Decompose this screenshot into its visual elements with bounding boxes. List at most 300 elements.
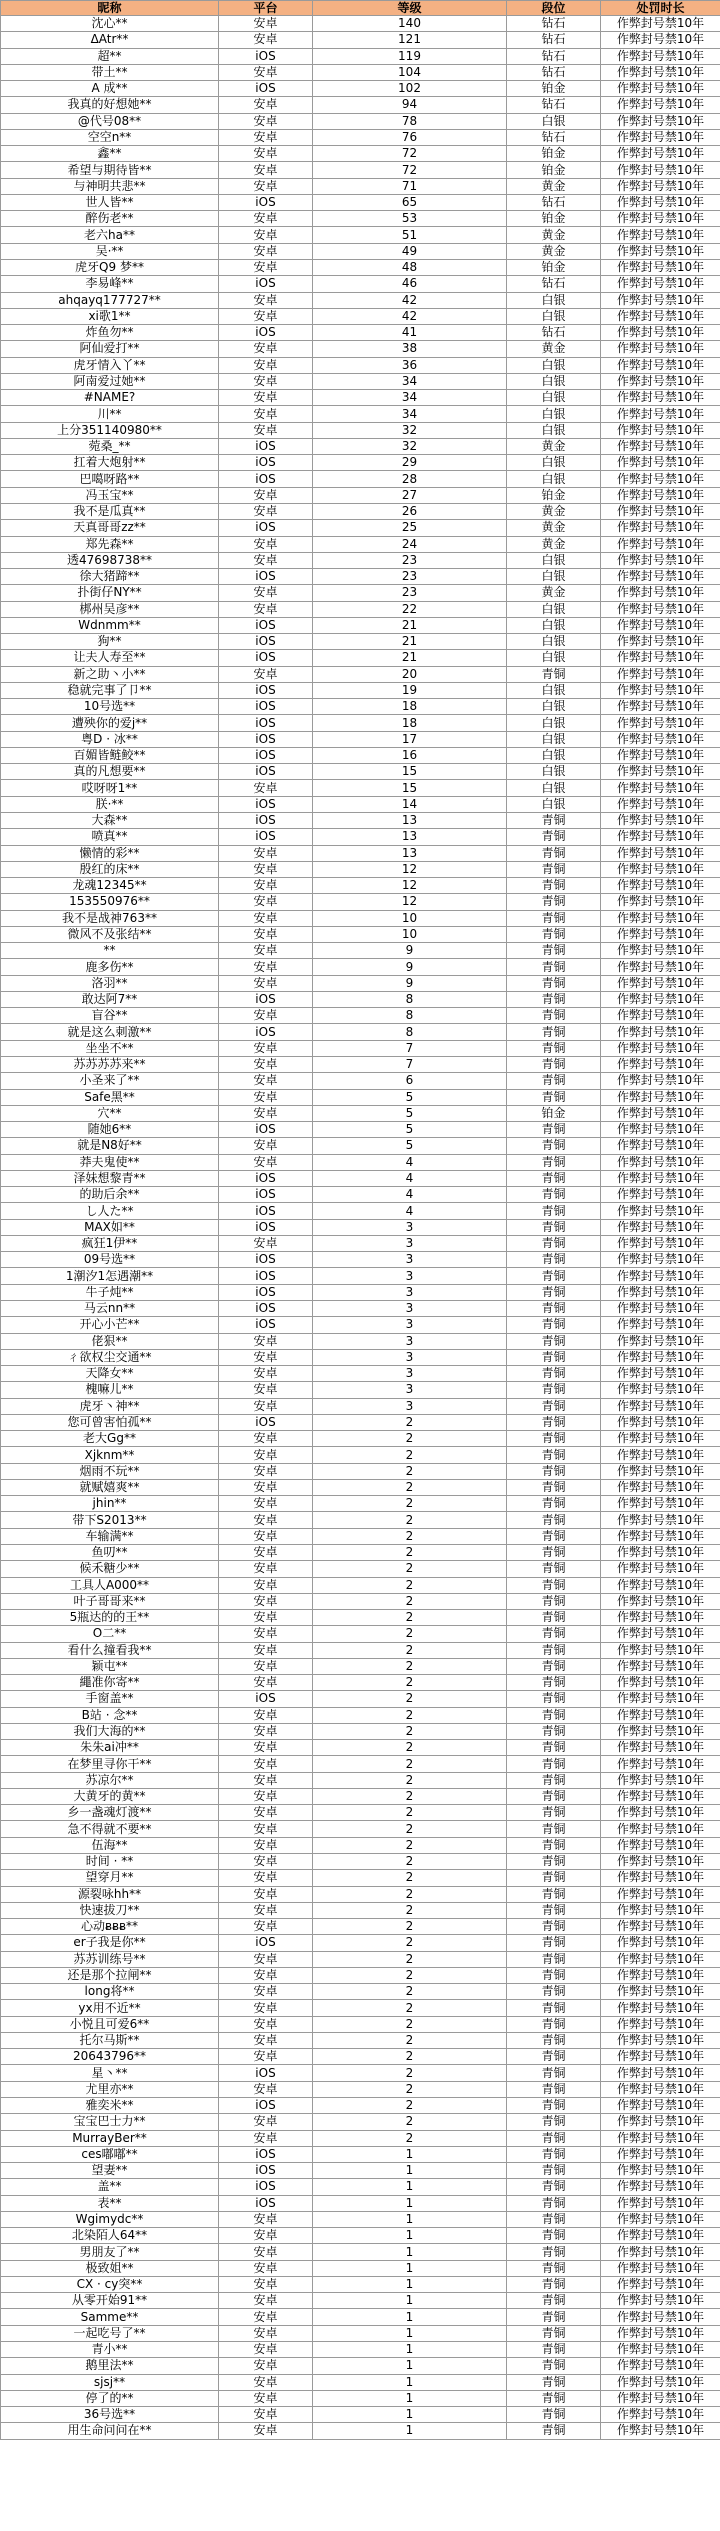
penalty-duration: 10年 bbox=[676, 243, 705, 258]
penalty-duration: 10年 bbox=[676, 2016, 705, 2031]
table-row bbox=[1, 16, 720, 32]
cell-level: 22 bbox=[313, 601, 507, 617]
cell-rank: 青铜 bbox=[507, 1089, 601, 1105]
cell-rank: 青铜 bbox=[507, 1658, 601, 1674]
penalty-text: 作弊封号禁 bbox=[616, 959, 677, 974]
cell-nickname: 带土** bbox=[1, 64, 219, 80]
cell-penalty bbox=[601, 569, 720, 585]
cell-rank: 青铜 bbox=[507, 1544, 601, 1560]
penalty-text: 作弊封号禁 bbox=[616, 1545, 677, 1560]
header-rank: 段位 bbox=[507, 1, 601, 16]
table-row bbox=[1, 1886, 720, 1902]
cell-level: 10 bbox=[313, 926, 507, 942]
penalty-duration: 10年 bbox=[676, 2277, 705, 2292]
cell-penalty bbox=[601, 390, 720, 406]
penalty-duration: 10年 bbox=[676, 292, 705, 307]
cell-rank: 黄金 bbox=[507, 178, 601, 194]
cell-platform: 安卓 bbox=[219, 1496, 313, 1512]
cell-penalty bbox=[601, 845, 720, 861]
cell-rank: 青铜 bbox=[507, 2407, 601, 2423]
table-row bbox=[1, 1967, 720, 1983]
table-row bbox=[1, 146, 720, 162]
cell-level: 2 bbox=[313, 1837, 507, 1853]
cell-rank: 青铜 bbox=[507, 1252, 601, 1268]
table-row bbox=[1, 1463, 720, 1479]
cell-penalty bbox=[601, 1300, 720, 1316]
cell-platform: iOS bbox=[219, 829, 313, 845]
table-row bbox=[1, 32, 720, 48]
cell-level: 2 bbox=[313, 1707, 507, 1723]
table-row bbox=[1, 682, 720, 698]
table-row bbox=[1, 2130, 720, 2146]
cell-penalty bbox=[601, 32, 720, 48]
cell-penalty bbox=[601, 2293, 720, 2309]
cell-level: 8 bbox=[313, 1024, 507, 1040]
cell-rank: 青铜 bbox=[507, 2293, 601, 2309]
cell-penalty bbox=[601, 1496, 720, 1512]
cell-level: 1 bbox=[313, 2423, 507, 2439]
cell-level: 94 bbox=[313, 97, 507, 113]
cell-nickname: 尤里亦** bbox=[1, 2081, 219, 2097]
cell-level: 2 bbox=[313, 1984, 507, 2000]
cell-nickname: 扑街仔NY** bbox=[1, 585, 219, 601]
cell-level: 2 bbox=[313, 1414, 507, 1430]
penalty-text: 作弊封号禁 bbox=[616, 1935, 677, 1950]
cell-rank: 青铜 bbox=[507, 1626, 601, 1642]
cell-penalty bbox=[601, 1756, 720, 1772]
penalty-text: 作弊封号禁 bbox=[616, 325, 677, 340]
penalty-text: 作弊封号禁 bbox=[616, 1512, 677, 1527]
penalty-duration: 10年 bbox=[676, 1398, 705, 1413]
cell-level: 4 bbox=[313, 1154, 507, 1170]
cell-nickname: 随她6** bbox=[1, 1122, 219, 1138]
penalty-text: 作弊封号禁 bbox=[616, 1187, 677, 1202]
header-row bbox=[1, 1, 720, 16]
penalty-duration: 10年 bbox=[676, 552, 705, 567]
table-row bbox=[1, 2276, 720, 2292]
cell-platform: 安卓 bbox=[219, 780, 313, 796]
cell-rank: 钻石 bbox=[507, 16, 601, 32]
cell-level: 5 bbox=[313, 1105, 507, 1121]
table-row bbox=[1, 1935, 720, 1951]
cell-nickname: 徐大猪蹄** bbox=[1, 569, 219, 585]
cell-level: 2 bbox=[313, 1577, 507, 1593]
penalty-duration: 10年 bbox=[676, 1756, 705, 1771]
penalty-text: 作弊封号禁 bbox=[616, 1642, 677, 1657]
cell-nickname: 鹿多伤** bbox=[1, 959, 219, 975]
cell-penalty bbox=[601, 2374, 720, 2390]
cell-rank: 铂金 bbox=[507, 81, 601, 97]
table-row bbox=[1, 487, 720, 503]
penalty-text: 作弊封号禁 bbox=[616, 2390, 677, 2405]
cell-platform: 安卓 bbox=[219, 845, 313, 861]
cell-penalty bbox=[601, 650, 720, 666]
cell-nickname: 就是这么刺激** bbox=[1, 1024, 219, 1040]
cell-level: 3 bbox=[313, 1268, 507, 1284]
cell-penalty bbox=[601, 129, 720, 145]
cell-nickname: 望妻** bbox=[1, 2163, 219, 2179]
cell-penalty bbox=[601, 2341, 720, 2357]
penalty-duration: 10年 bbox=[676, 1837, 705, 1852]
penalty-duration: 10年 bbox=[676, 764, 705, 779]
penalty-text: 作弊封号禁 bbox=[616, 715, 677, 730]
cell-penalty bbox=[601, 943, 720, 959]
cell-platform: iOS bbox=[219, 699, 313, 715]
cell-nickname: 36号选** bbox=[1, 2407, 219, 2423]
penalty-text: 作弊封号禁 bbox=[616, 1968, 677, 1982]
cell-nickname: 烟雨不玩** bbox=[1, 1463, 219, 1479]
cell-nickname: 宝宝巴士力** bbox=[1, 2114, 219, 2130]
penalty-duration: 10年 bbox=[676, 1236, 705, 1251]
cell-nickname: 朕·** bbox=[1, 796, 219, 812]
cell-rank: 青铜 bbox=[507, 1577, 601, 1593]
cell-nickname: 我们大海的** bbox=[1, 1723, 219, 1739]
cell-platform: 安卓 bbox=[219, 1951, 313, 1967]
cell-penalty bbox=[601, 552, 720, 568]
cell-platform: 安卓 bbox=[219, 1788, 313, 1804]
table-body bbox=[1, 16, 720, 2440]
cell-platform: 安卓 bbox=[219, 1870, 313, 1886]
cell-nickname: 空空n** bbox=[1, 129, 219, 145]
penalty-duration: 10年 bbox=[676, 2309, 705, 2324]
cell-penalty bbox=[601, 1691, 720, 1707]
penalty-text: 作弊封号禁 bbox=[616, 1349, 677, 1364]
cell-platform: 安卓 bbox=[219, 585, 313, 601]
cell-platform: iOS bbox=[219, 650, 313, 666]
cell-nickname: ㄔ欲权尘交通** bbox=[1, 1349, 219, 1365]
cell-platform: 安卓 bbox=[219, 1463, 313, 1479]
penalty-duration: 10年 bbox=[676, 2260, 705, 2275]
cell-platform: 安卓 bbox=[219, 1008, 313, 1024]
penalty-text: 作弊封号禁 bbox=[616, 1528, 677, 1543]
cell-rank: 白银 bbox=[507, 780, 601, 796]
cell-rank: 白银 bbox=[507, 390, 601, 406]
penalty-duration: 10年 bbox=[676, 1333, 705, 1348]
penalty-text: 作弊封号禁 bbox=[616, 748, 677, 763]
cell-platform: 安卓 bbox=[219, 113, 313, 129]
cell-penalty bbox=[601, 1105, 720, 1121]
cell-nickname: 我不是瓜真** bbox=[1, 503, 219, 519]
penalty-duration: 10年 bbox=[676, 2179, 705, 2194]
cell-nickname: 盖** bbox=[1, 2179, 219, 2195]
cell-rank: 青铜 bbox=[507, 1593, 601, 1609]
cell-penalty bbox=[601, 438, 720, 454]
cell-platform: 安卓 bbox=[219, 2276, 313, 2292]
cell-nickname: 的助后余** bbox=[1, 1187, 219, 1203]
table-row bbox=[1, 259, 720, 275]
penalty-duration: 10年 bbox=[676, 32, 705, 47]
cell-nickname: 您可曾害怕孤** bbox=[1, 1414, 219, 1430]
penalty-text: 作弊封号禁 bbox=[616, 2179, 677, 2194]
cell-rank: 青铜 bbox=[507, 2195, 601, 2211]
cell-level: 7 bbox=[313, 1040, 507, 1056]
cell-platform: 安卓 bbox=[219, 357, 313, 373]
penalty-duration: 10年 bbox=[676, 780, 705, 795]
cell-nickname: MurrayBer** bbox=[1, 2130, 219, 2146]
penalty-duration: 10年 bbox=[676, 829, 705, 844]
cell-rank: 钻石 bbox=[507, 64, 601, 80]
cell-penalty bbox=[601, 1170, 720, 1186]
cell-penalty bbox=[601, 1187, 720, 1203]
cell-nickname: 男朋友了** bbox=[1, 2244, 219, 2260]
cell-rank: 青铜 bbox=[507, 1463, 601, 1479]
table-row bbox=[1, 1870, 720, 1886]
penalty-text: 作弊封号禁 bbox=[616, 81, 677, 96]
cell-penalty bbox=[601, 585, 720, 601]
cell-platform: 安卓 bbox=[219, 1593, 313, 1609]
cell-platform: iOS bbox=[219, 81, 313, 97]
cell-level: 2 bbox=[313, 1805, 507, 1821]
penalty-duration: 10年 bbox=[676, 2049, 705, 2064]
cell-rank: 黄金 bbox=[507, 341, 601, 357]
cell-rank: 青铜 bbox=[507, 1024, 601, 1040]
penalty-text: 作弊封号禁 bbox=[616, 2277, 677, 2292]
penalty-text: 作弊封号禁 bbox=[616, 1821, 677, 1836]
cell-penalty bbox=[601, 2179, 720, 2195]
penalty-text: 作弊封号禁 bbox=[616, 1024, 677, 1039]
table-row bbox=[1, 1105, 720, 1121]
penalty-duration: 10年 bbox=[676, 406, 705, 421]
cell-rank: 白银 bbox=[507, 308, 601, 324]
cell-nickname: 与神明共悲** bbox=[1, 178, 219, 194]
cell-platform: iOS bbox=[219, 1284, 313, 1300]
penalty-duration: 10年 bbox=[676, 48, 705, 63]
cell-rank: 青铜 bbox=[507, 861, 601, 877]
cell-nickname: 殷红的床** bbox=[1, 861, 219, 877]
cell-platform: iOS bbox=[219, 634, 313, 650]
cell-platform: 安卓 bbox=[219, 1431, 313, 1447]
cell-nickname: 极致姐** bbox=[1, 2260, 219, 2276]
cell-platform: 安卓 bbox=[219, 1138, 313, 1154]
penalty-text: 作弊封号禁 bbox=[616, 341, 677, 356]
cell-platform: 安卓 bbox=[219, 1642, 313, 1658]
cell-penalty bbox=[601, 1414, 720, 1430]
penalty-duration: 10年 bbox=[676, 146, 705, 161]
table-row bbox=[1, 455, 720, 471]
penalty-text: 作弊封号禁 bbox=[616, 1675, 677, 1690]
cell-level: 2 bbox=[313, 2049, 507, 2065]
penalty-duration: 10年 bbox=[676, 1447, 705, 1462]
penalty-text: 作弊封号禁 bbox=[616, 1805, 677, 1820]
cell-level: 2 bbox=[313, 1496, 507, 1512]
cell-level: 38 bbox=[313, 341, 507, 357]
penalty-text: 作弊封号禁 bbox=[616, 1073, 677, 1088]
cell-rank: 白银 bbox=[507, 357, 601, 373]
cell-penalty bbox=[601, 2146, 720, 2162]
cell-nickname: 哎呀呀1** bbox=[1, 780, 219, 796]
penalty-duration: 10年 bbox=[676, 211, 705, 226]
cell-nickname: 鹅里法** bbox=[1, 2358, 219, 2374]
cell-level: 14 bbox=[313, 796, 507, 812]
penalty-text: 作弊封号禁 bbox=[616, 373, 677, 388]
cell-rank: 青铜 bbox=[507, 1805, 601, 1821]
penalty-text: 作弊封号禁 bbox=[616, 1252, 677, 1267]
table-row bbox=[1, 1333, 720, 1349]
cell-penalty bbox=[601, 1008, 720, 1024]
cell-penalty bbox=[601, 276, 720, 292]
cell-nickname: 我真的好想她** bbox=[1, 97, 219, 113]
cell-platform: 安卓 bbox=[219, 2114, 313, 2130]
cell-rank: 青铜 bbox=[507, 1935, 601, 1951]
table-row bbox=[1, 1740, 720, 1756]
cell-level: 34 bbox=[313, 390, 507, 406]
cell-level: 3 bbox=[313, 1317, 507, 1333]
cell-level: 3 bbox=[313, 1333, 507, 1349]
penalty-text: 作弊封号禁 bbox=[616, 2211, 677, 2226]
cell-platform: iOS bbox=[219, 617, 313, 633]
cell-level: 8 bbox=[313, 991, 507, 1007]
penalty-duration: 10年 bbox=[676, 1821, 705, 1836]
penalty-text: 作弊封号禁 bbox=[616, 992, 677, 1007]
cell-level: 42 bbox=[313, 308, 507, 324]
penalty-duration: 10年 bbox=[676, 1984, 705, 1999]
penalty-duration: 10年 bbox=[676, 861, 705, 876]
cell-penalty bbox=[601, 1919, 720, 1935]
cell-penalty bbox=[601, 2358, 720, 2374]
cell-level: 2 bbox=[313, 1935, 507, 1951]
table-row bbox=[1, 552, 720, 568]
cell-penalty bbox=[601, 959, 720, 975]
cell-level: 1 bbox=[313, 2407, 507, 2423]
cell-level: 24 bbox=[313, 536, 507, 552]
penalty-duration: 10年 bbox=[676, 1284, 705, 1299]
cell-platform: iOS bbox=[219, 1691, 313, 1707]
cell-penalty bbox=[601, 1138, 720, 1154]
table-row bbox=[1, 1447, 720, 1463]
cell-level: 1 bbox=[313, 2309, 507, 2325]
cell-penalty bbox=[601, 1805, 720, 1821]
cell-platform: 安卓 bbox=[219, 1707, 313, 1723]
penalty-text: 作弊封号禁 bbox=[616, 48, 677, 63]
table-row bbox=[1, 422, 720, 438]
cell-nickname: 龙魂12345** bbox=[1, 878, 219, 894]
cell-level: 2 bbox=[313, 1902, 507, 1918]
cell-penalty bbox=[601, 2098, 720, 2114]
cell-platform: iOS bbox=[219, 1935, 313, 1951]
table-row bbox=[1, 1187, 720, 1203]
penalty-text: 作弊封号禁 bbox=[616, 2130, 677, 2145]
cell-nickname: 新之助丶小** bbox=[1, 666, 219, 682]
cell-rank: 青铜 bbox=[507, 2016, 601, 2032]
penalty-text: 作弊封号禁 bbox=[616, 861, 677, 876]
cell-level: 2 bbox=[313, 2016, 507, 2032]
cell-level: 32 bbox=[313, 438, 507, 454]
penalty-text: 作弊封号禁 bbox=[616, 764, 677, 779]
penalty-text: 作弊封号禁 bbox=[616, 1268, 677, 1283]
cell-rank: 青铜 bbox=[507, 1349, 601, 1365]
cell-nickname: ahqayq177727** bbox=[1, 292, 219, 308]
penalty-duration: 10年 bbox=[676, 1512, 705, 1527]
cell-penalty bbox=[601, 1349, 720, 1365]
cell-penalty bbox=[601, 991, 720, 1007]
cell-level: 18 bbox=[313, 699, 507, 715]
cell-penalty bbox=[601, 2244, 720, 2260]
table-row bbox=[1, 1658, 720, 1674]
cell-platform: 安卓 bbox=[219, 1577, 313, 1593]
cell-penalty bbox=[601, 1252, 720, 1268]
cell-rank: 青铜 bbox=[507, 1691, 601, 1707]
cell-nickname: 09号选** bbox=[1, 1252, 219, 1268]
table-row bbox=[1, 1512, 720, 1528]
cell-penalty bbox=[601, 2016, 720, 2032]
penalty-duration: 10年 bbox=[676, 471, 705, 486]
cell-rank: 青铜 bbox=[507, 2065, 601, 2081]
cell-nickname: 上分351140980** bbox=[1, 422, 219, 438]
cell-platform: 安卓 bbox=[219, 2407, 313, 2423]
cell-level: 41 bbox=[313, 325, 507, 341]
cell-platform: iOS bbox=[219, 1300, 313, 1316]
table-row bbox=[1, 1707, 720, 1723]
cell-platform: 安卓 bbox=[219, 406, 313, 422]
penalty-duration: 10年 bbox=[676, 845, 705, 860]
table-row bbox=[1, 1984, 720, 2000]
cell-level: 10 bbox=[313, 910, 507, 926]
table-row bbox=[1, 1577, 720, 1593]
cell-level: 2 bbox=[313, 1691, 507, 1707]
table-row bbox=[1, 1561, 720, 1577]
cell-nickname: 希望与期待皆** bbox=[1, 162, 219, 178]
cell-rank: 青铜 bbox=[507, 1333, 601, 1349]
cell-platform: iOS bbox=[219, 471, 313, 487]
cell-nickname: 稳就完事了卩** bbox=[1, 682, 219, 698]
cell-platform: 安卓 bbox=[219, 910, 313, 926]
cell-platform: 安卓 bbox=[219, 1040, 313, 1056]
cell-nickname: 阿仙爱打** bbox=[1, 341, 219, 357]
penalty-duration: 10年 bbox=[676, 1902, 705, 1917]
penalty-text: 作弊封号禁 bbox=[616, 227, 677, 242]
penalty-duration: 10年 bbox=[676, 943, 705, 958]
cell-level: 2 bbox=[313, 2065, 507, 2081]
penalty-duration: 10年 bbox=[676, 1561, 705, 1576]
penalty-text: 作弊封号禁 bbox=[616, 1886, 677, 1901]
cell-level: 1 bbox=[313, 2228, 507, 2244]
cell-nickname: 繩准你寄** bbox=[1, 1675, 219, 1691]
cell-rank: 青铜 bbox=[507, 894, 601, 910]
cell-nickname: 还是那个拉闸** bbox=[1, 1967, 219, 1983]
cell-penalty bbox=[601, 2130, 720, 2146]
cell-penalty bbox=[601, 2211, 720, 2227]
penalty-duration: 10年 bbox=[676, 2244, 705, 2259]
cell-rank: 青铜 bbox=[507, 2146, 601, 2162]
penalty-text: 作弊封号禁 bbox=[616, 1951, 677, 1966]
cell-nickname: 开心小芒** bbox=[1, 1317, 219, 1333]
cell-platform: iOS bbox=[219, 1187, 313, 1203]
cell-nickname: 槐嘛儿** bbox=[1, 1382, 219, 1398]
penalty-duration: 10年 bbox=[676, 1772, 705, 1787]
penalty-text: 作弊封号禁 bbox=[616, 308, 677, 323]
cell-rank: 黄金 bbox=[507, 520, 601, 536]
penalty-text: 作弊封号禁 bbox=[616, 1236, 677, 1251]
cell-rank: 青铜 bbox=[507, 1740, 601, 1756]
cell-rank: 青铜 bbox=[507, 943, 601, 959]
penalty-duration: 10年 bbox=[676, 715, 705, 730]
cell-level: 53 bbox=[313, 211, 507, 227]
penalty-text: 作弊封号禁 bbox=[616, 1707, 677, 1722]
cell-nickname: 虎牙情入丫** bbox=[1, 357, 219, 373]
cell-level: 46 bbox=[313, 276, 507, 292]
cell-nickname: 遭殃你的爱j** bbox=[1, 715, 219, 731]
cell-level: 4 bbox=[313, 1203, 507, 1219]
cell-rank: 白银 bbox=[507, 422, 601, 438]
cell-rank: 青铜 bbox=[507, 829, 601, 845]
cell-level: 3 bbox=[313, 1398, 507, 1414]
cell-rank: 青铜 bbox=[507, 2244, 601, 2260]
cell-nickname: 苏苏苏苏来** bbox=[1, 1057, 219, 1073]
penalty-text: 作弊封号禁 bbox=[616, 731, 677, 746]
table-row bbox=[1, 1837, 720, 1853]
cell-platform: 安卓 bbox=[219, 1479, 313, 1495]
penalty-text: 作弊封号禁 bbox=[616, 617, 677, 632]
